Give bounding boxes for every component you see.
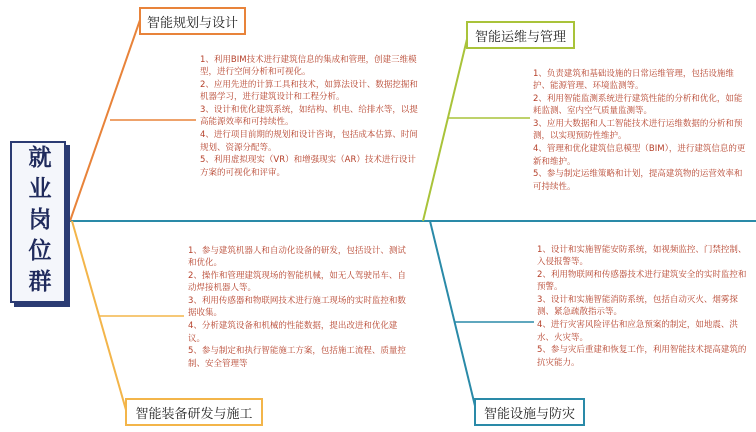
list-item: 3、设计和优化建筑系统，如结构、机电、给排水等，以提高能源效率和可持续性。 [200, 105, 418, 128]
operations-items [533, 68, 748, 193]
list-item: 5、参与制定运维策略和计划，提高建筑物的运营效率和可持续性。 [533, 169, 743, 192]
list-item: 4、进行项目前期的规划和设计咨询，包括成本估算、时间规划、资源分配等。 [200, 130, 418, 153]
list-item: 5、参与灾后重建和恢复工作，利用智能技术提高建筑的抗灾能力。 [537, 345, 747, 368]
list-item: 2、操作和管理建筑现场的智能机械，如无人驾驶吊车、自动焊接机器人等。 [188, 271, 406, 294]
list-item: 1、设计和实施智能安防系统，如视频监控、门禁控制、入侵报警等。 [537, 245, 747, 268]
list-item: 2、利用智能监测系统进行建筑性能的分析和优化，如能耗监测、室内空气质量监测等。 [533, 94, 743, 117]
list-item: 1、利用BIM技术进行建筑信息的集成和管理，创建三维模型，进行空间分析和可视化。 [200, 55, 417, 78]
list-item: 3、应用大数据和人工智能技术进行运维数据的分析和预测，以实现预防性维护。 [533, 119, 743, 142]
list-item: 3、利用传感器和物联网技术进行施工现场的实时监控和数据收集。 [188, 296, 406, 319]
equipment-items [188, 245, 410, 370]
planning-items [200, 54, 420, 179]
root-node [10, 141, 66, 303]
operations-connector [423, 35, 468, 221]
facilities-items [537, 244, 752, 369]
list-item: 3、设计和实施智能消防系统，包括自动灭火、烟雾探测、紧急疏散指示等。 [537, 295, 738, 318]
list-item: 5、参与制定和执行智能施工方案，包括施工流程、质量控制、安全管理等 [188, 346, 406, 369]
branch-title-operations: 智能运维与管理 [466, 21, 575, 49]
list-item: 2、应用先进的计算工具和技术，如算法设计、数据挖掘和机器学习，进行建筑设计和工程分析。 [200, 80, 418, 103]
branch-title-planning: 智能规划与设计 [139, 7, 246, 35]
facilities-connector [430, 221, 476, 410]
root-title: 就业岗位群 [24, 144, 51, 300]
list-item: 5、利用虚拟现实（VR）和增强现实（AR）技术进行设计方案的可视化和评审。 [200, 155, 416, 178]
list-item: 1、参与建筑机器人和自动化设备的研发，包括设计、测试和优化。 [188, 246, 406, 269]
list-item: 4、进行灾害风险评估和应急预案的制定，如地震、洪水、火灾等。 [537, 320, 738, 343]
list-item: 1、负责建筑和基础设施的日常运维管理，包括设施维护、能源管理、环境监测等。 [533, 69, 734, 92]
list-item: 4、管理和优化建筑信息模型（BIM），进行建筑信息的更新和维护。 [533, 144, 746, 167]
list-item: 4、分析建筑设备和机械的性能数据，提出改进和优化建议。 [188, 321, 398, 344]
branch-title-equipment: 智能装备研发与施工 [125, 398, 263, 426]
list-item: 2、利用物联网和传感器技术进行建筑安全的实时监控和预警。 [537, 270, 747, 293]
branch-title-facilities: 智能设施与防灾 [474, 398, 585, 426]
